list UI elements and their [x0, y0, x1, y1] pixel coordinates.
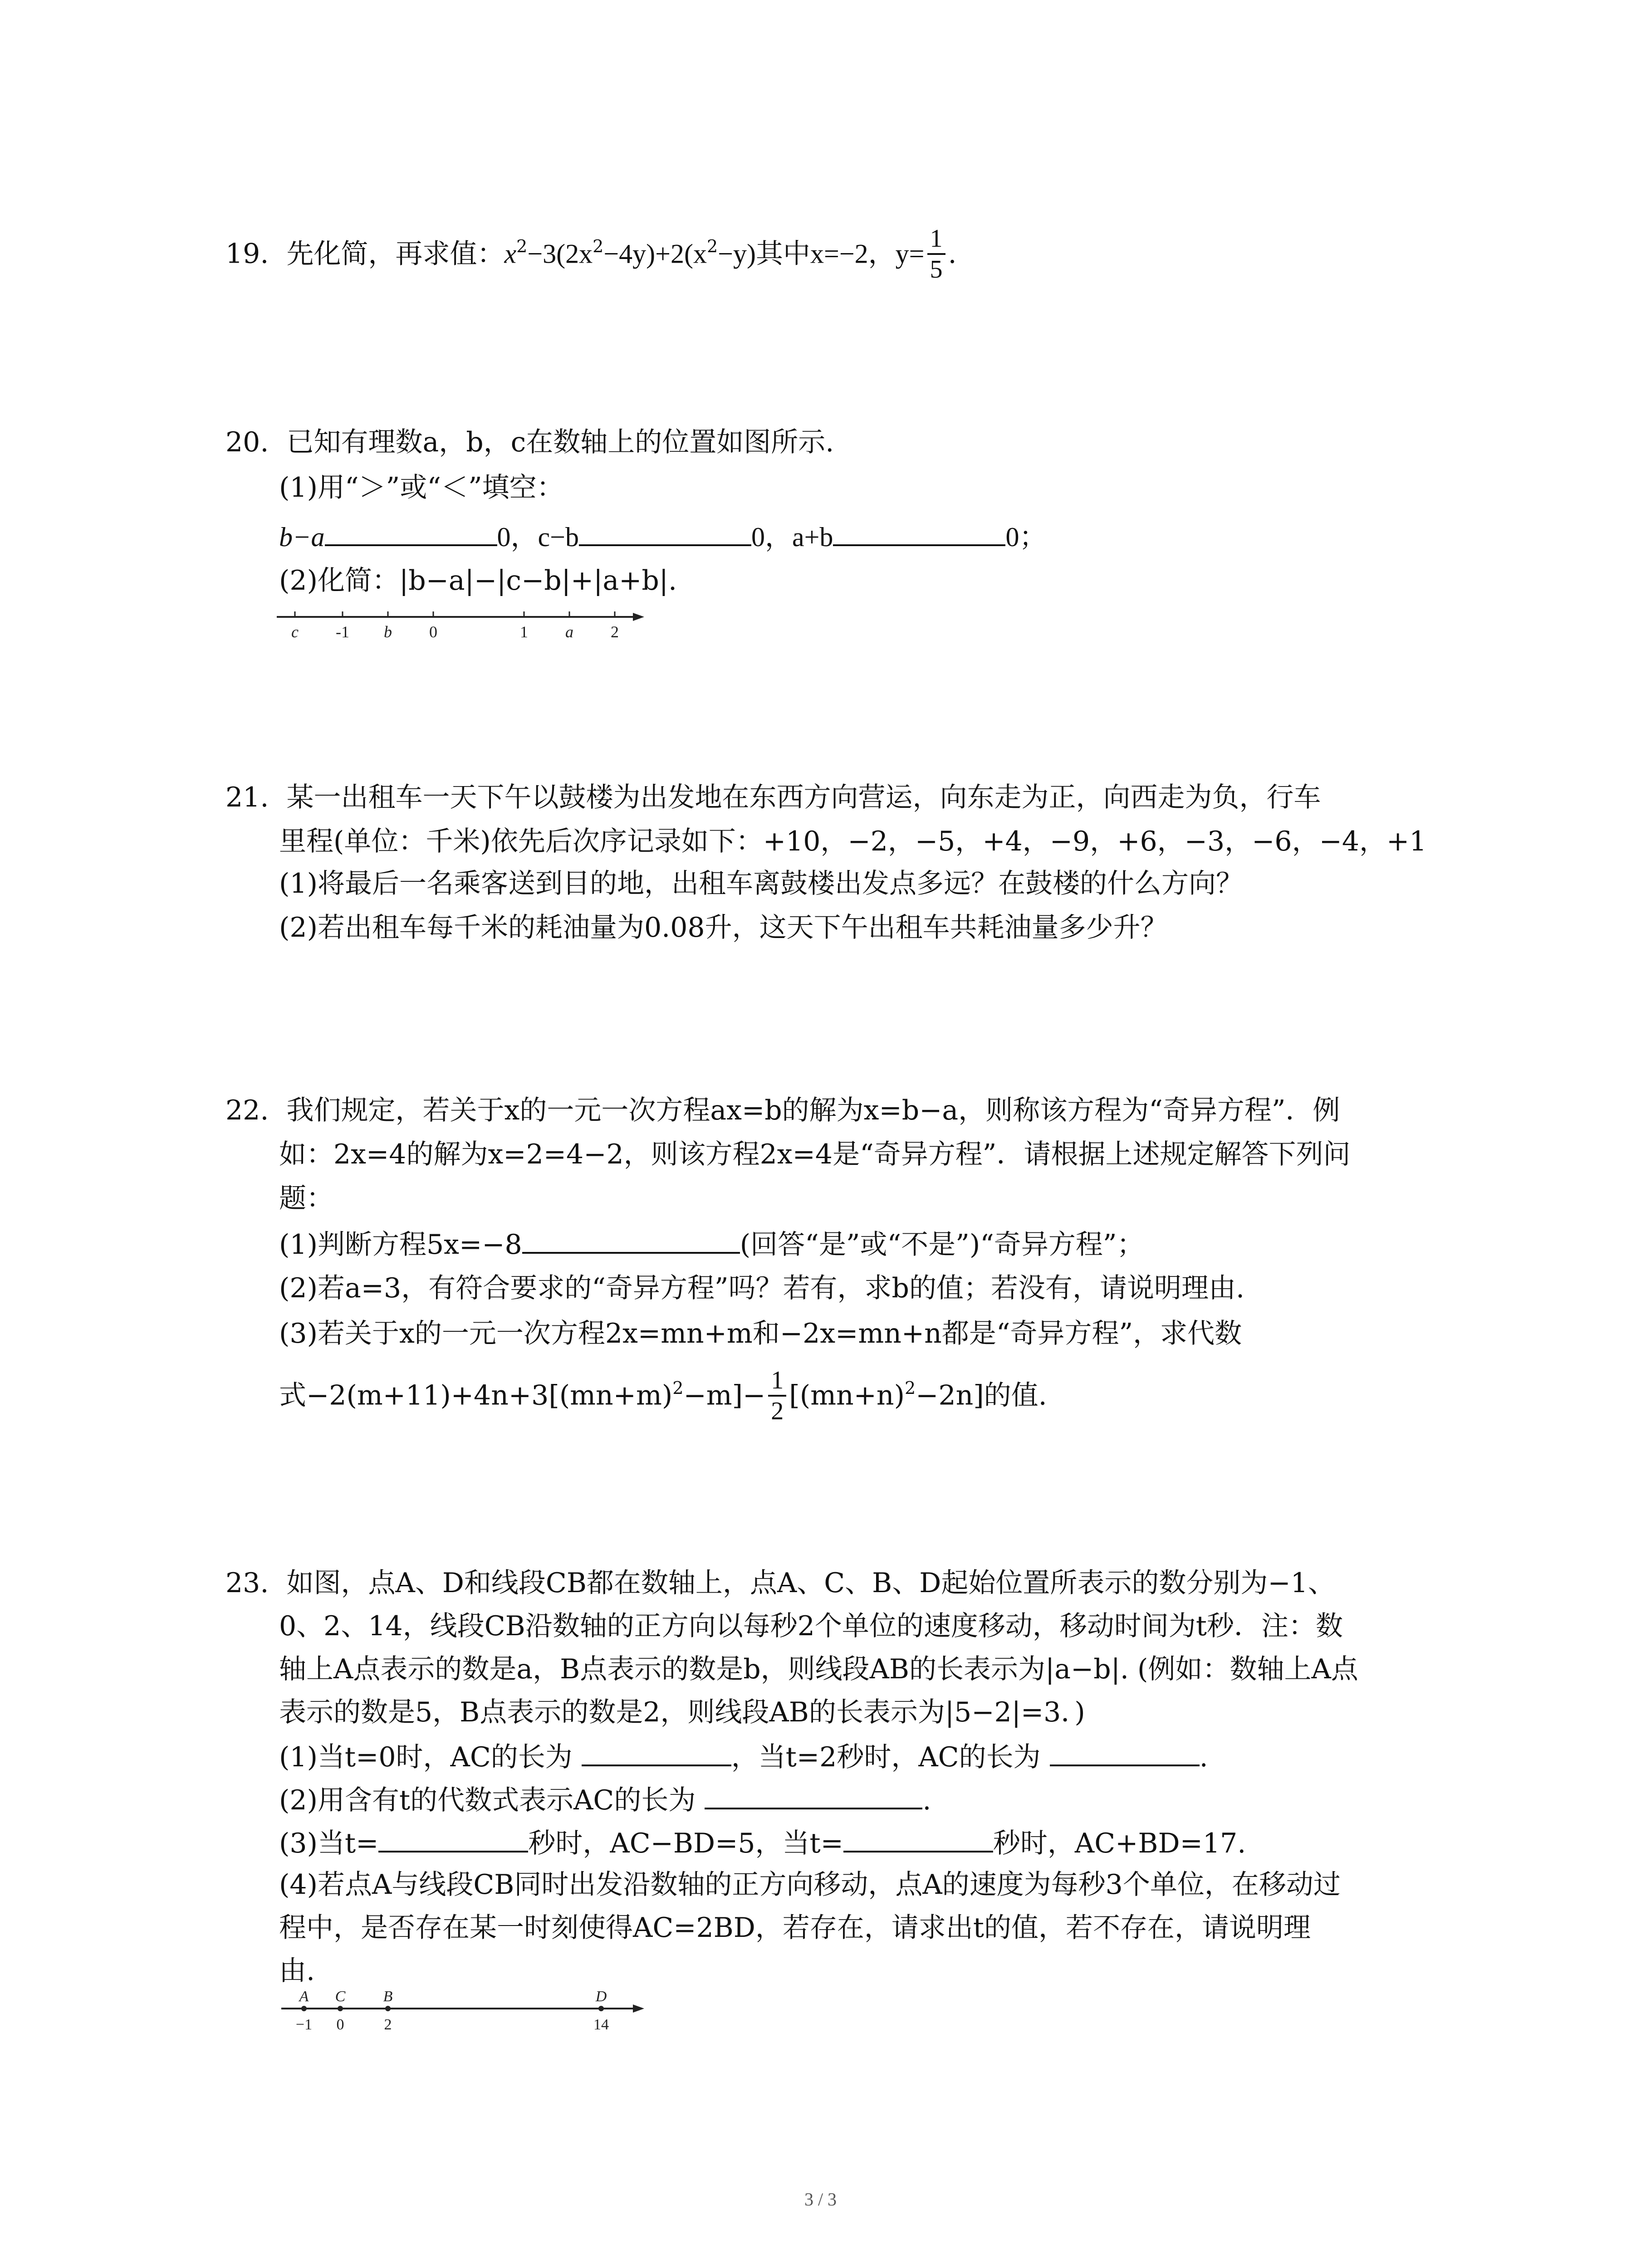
q23-line-10	[279, 1953, 315, 1989]
q23-axis-dot-c	[338, 2006, 343, 2011]
q22-frac-num: 1	[768, 1366, 786, 1397]
q23-line-1	[225, 1565, 1335, 1601]
q23-line9: 程中，是否存在某一时刻使得AC=2BD，若存在，请求出t的值，若不存在，请说明理	[279, 1912, 1311, 1944]
q23-line-4	[279, 1694, 1085, 1730]
q20-line2: (1)用“＞”或“＜”填空：	[279, 472, 564, 503]
q23-axis-point-c: C	[335, 1988, 346, 2005]
q22-line-6	[279, 1315, 1242, 1352]
q19-text: 先化简，再求值：	[286, 238, 505, 270]
q23-line4: 表示的数是5，B点表示的数是2，则线段AB的长表示为|5−2|=3．)	[279, 1696, 1085, 1728]
q22-line-3	[279, 1180, 333, 1217]
q23-line10: 由.	[279, 1955, 315, 1987]
q20-number: 20.	[225, 426, 269, 458]
q22-line-7	[279, 1368, 1047, 1427]
q21-number: 21.	[225, 782, 269, 813]
q23-axis-point-a: A	[299, 1988, 309, 2005]
q23-number-line	[272, 1987, 649, 2041]
q19-sup-3: 2	[706, 236, 718, 256]
q23-axis-value-14: 14	[593, 2016, 609, 2033]
q23-axis-value-2: 2	[384, 2016, 392, 2033]
q22-fraction	[768, 1366, 786, 1426]
q23-line5-b: ，当t=2秒时，AC的长为	[731, 1741, 1041, 1773]
q20-b1-pre: b−a	[279, 522, 325, 552]
q22-line6: (3)若关于x的一元一次方程2x=mn+m和−2x=mn+n都是“奇异方程”，求代数	[279, 1318, 1242, 1349]
q19-fraction	[927, 224, 945, 284]
q20-b2-post: 0，a+b	[751, 522, 833, 552]
q23-blank-2[interactable]	[1050, 1737, 1200, 1766]
q20-line-3	[279, 517, 1046, 555]
q21-line1: 某一出租车一天下午以鼓楼为出发地在东西方向营运，向东走为正，向西走为负，行车	[286, 782, 1321, 813]
q23-axis-dot-b	[385, 2006, 391, 2011]
q21-line4: (2)若出租车每千米的耗油量为0.08升，这天下午出租车共耗油量多少升？	[279, 912, 1168, 943]
q22-line-1	[225, 1092, 1340, 1129]
q23-line1: 如图，点A、D和线段CB都在数轴上，点A、C、B、D起始位置所表示的数分别为−1、	[286, 1567, 1335, 1599]
q22-line4-post: (回答“是”或“不是”)“奇异方程”；	[740, 1229, 1144, 1261]
q21-line-2	[279, 823, 1426, 860]
q20-axis-label-c: c	[291, 623, 299, 641]
q20-blank-1[interactable]	[325, 517, 497, 546]
q19-expr-d: −y)其中x=−2，y=	[718, 239, 925, 269]
q20-line4: (2)化简：|b−a|−|c−b|+|a+b|.	[279, 565, 677, 596]
q19-frac-num: 1	[927, 224, 945, 255]
q20-number-line	[272, 603, 649, 644]
q19-sup-2: 2	[593, 236, 604, 256]
q22-sup-2: 2	[904, 1378, 916, 1398]
q23-axis-value-0: 0	[336, 2016, 344, 2033]
q22-line1: 我们规定，若关于x的一元一次方程ax=b的解为x=b−a，则称该方程为“奇异方程”．例	[286, 1095, 1340, 1126]
q23-axis-value-neg1: −1	[295, 2016, 313, 2033]
q22-line7-a: 式−2(m+11)+4n+3[(mn+m)	[279, 1379, 673, 1412]
q23-line5-c: .	[1199, 1741, 1208, 1773]
q23-line6-b: .	[922, 1784, 931, 1816]
q23-line-2	[279, 1608, 1343, 1644]
q22-line5: (2)若a=3，有符合要求的“奇异方程”吗？若有，求b的值；若没有，请说明理由.	[279, 1272, 1245, 1304]
q23-line7-b: 秒时，AC−BD=5，当t=	[528, 1828, 843, 1859]
q23-line7-a: (3)当t=	[279, 1828, 379, 1859]
q23-line-8	[279, 1867, 1341, 1903]
q19-expr-a: x	[504, 239, 517, 269]
q23-line8: (4)若点A与线段CB同时出发沿数轴的正方向移动，点A的速度为每秒3个单位，在移动过	[279, 1869, 1341, 1901]
q19-end: .	[948, 238, 957, 270]
q22-line7-b: −m]−	[683, 1379, 766, 1412]
q20-axis-label-2: 2	[611, 623, 619, 641]
q23-blank-4[interactable]	[378, 1823, 528, 1853]
q23-line2: 0、2、14，线段CB沿数轴的正方向以每秒2个单位的速度移动，移动时间为t秒．注：数	[279, 1610, 1343, 1642]
q20-b1-post: 0，c−b	[497, 522, 579, 552]
q23-line-5	[279, 1737, 1208, 1775]
q21-line2: 里程(单位：千米)依先后次序记录如下：+10，−2，−5，+4，−9，+6，−3，−6，−4，+1	[279, 826, 1427, 857]
q19-sup-1: 2	[516, 236, 528, 256]
q20-b3-post: 0；	[1005, 522, 1047, 552]
q22-line3: 题：	[279, 1183, 333, 1214]
q23-blank-3[interactable]	[705, 1780, 922, 1809]
q21-line-1	[225, 779, 1321, 816]
q20-line-4	[279, 562, 677, 599]
q20-axis-label-a: a	[565, 623, 573, 641]
q19-line	[225, 226, 957, 286]
q23-line-3	[279, 1651, 1358, 1687]
q20-blank-2[interactable]	[579, 517, 751, 546]
q19-expr-b: −3(2x	[527, 239, 593, 269]
q19-frac-den: 5	[930, 255, 943, 284]
q22-line2: 如：2x=4的解为x=2=4−2，则该方程2x=4是“奇异方程”．请根据上述规定解答下列问	[279, 1139, 1351, 1170]
q20-axis-label-1: 1	[520, 623, 528, 641]
q23-line7-c: 秒时，AC+BD=17.	[993, 1828, 1246, 1859]
q23-line6-a: (2)用含有t的代数式表示AC的长为	[279, 1784, 696, 1816]
q23-line-7	[279, 1823, 1246, 1862]
q20-line-2	[279, 469, 564, 506]
q20-axis-label-neg1: -1	[336, 623, 349, 641]
page-number: 3 / 3	[804, 2189, 837, 2209]
q19-number: 19.	[225, 238, 269, 270]
q19-expr-c: −4y)+2(x	[603, 239, 707, 269]
q23-number: 23.	[225, 1567, 269, 1599]
q23-line-6	[279, 1780, 931, 1818]
q22-line4-pre: (1)判断方程5x=−8	[279, 1229, 522, 1261]
q22-line7-d: −2n]的值.	[916, 1379, 1047, 1412]
q21-line3: (1)将最后一名乘客送到目的地，出租车离鼓楼出发点多远？在鼓楼的什么方向？	[279, 868, 1243, 899]
q20-line1: 已知有理数a，b，c在数轴上的位置如图所示.	[286, 426, 834, 458]
q23-axis-dot-d	[598, 2006, 604, 2011]
q22-line-4	[279, 1225, 1144, 1263]
q21-line-3	[279, 865, 1243, 902]
q20-line-1	[225, 424, 834, 460]
q22-line-5	[279, 1270, 1244, 1306]
q23-blank-5[interactable]	[843, 1823, 993, 1853]
q22-line-2	[279, 1136, 1350, 1173]
q20-blank-3[interactable]	[833, 517, 1005, 546]
q23-axis-point-d: D	[595, 1988, 607, 2005]
q20-axis-label-b: b	[384, 623, 392, 641]
q22-line7-c: [(mn+n)	[789, 1379, 905, 1412]
q22-frac-den: 2	[771, 1397, 784, 1425]
q23-blank-1[interactable]	[582, 1737, 731, 1766]
q22-blank-1[interactable]	[522, 1225, 740, 1254]
q23-line5-a: (1)当t=0时，AC的长为	[279, 1741, 573, 1773]
q22-number: 22.	[225, 1095, 269, 1126]
q23-line3: 轴上A点表示的数是a，B点表示的数是b，则线段AB的长表示为|a−b|. (例如：数轴上A点	[279, 1653, 1358, 1685]
q23-line-9	[279, 1910, 1311, 1946]
q21-line-4	[279, 909, 1168, 946]
q22-sup-1: 2	[672, 1378, 684, 1398]
q23-axis-dot-a	[301, 2006, 307, 2011]
q20-axis-label-0: 0	[429, 623, 437, 641]
q23-axis-point-b: B	[383, 1988, 393, 2005]
